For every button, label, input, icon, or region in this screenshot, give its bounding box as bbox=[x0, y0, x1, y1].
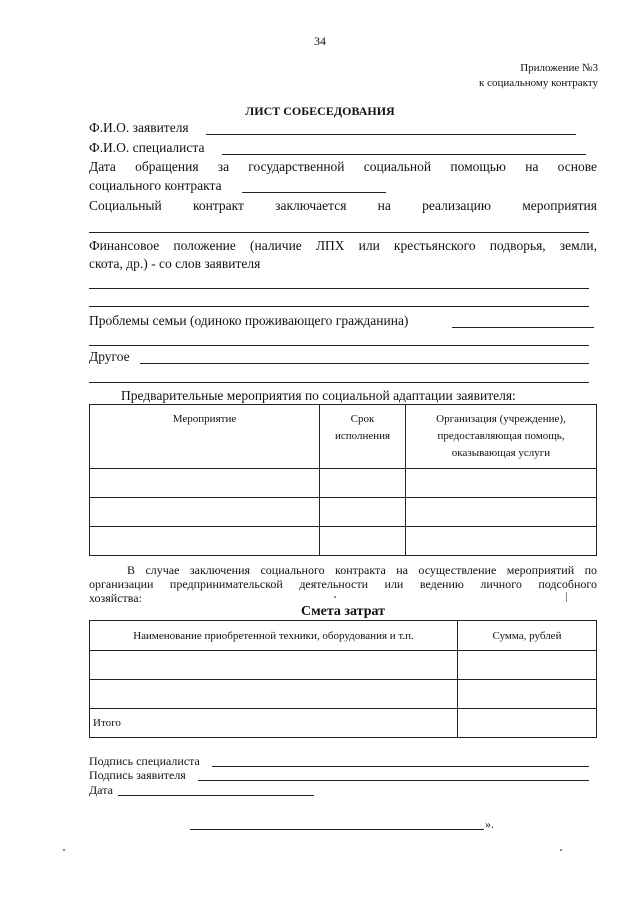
business-note-3: хозяйства: bbox=[89, 591, 142, 605]
scan-speck bbox=[560, 849, 562, 851]
contract-purpose-line[interactable] bbox=[89, 232, 589, 233]
table-cell[interactable] bbox=[406, 469, 597, 498]
contract-purpose-label: Социальный контракт заключается на реализацию мероприятия bbox=[89, 198, 597, 213]
table-row bbox=[90, 469, 597, 498]
other-line-2[interactable] bbox=[89, 382, 589, 383]
cost-total-cell bbox=[90, 709, 458, 738]
business-note-2: организации предпринимательской деятельности или ведению личного подсобного bbox=[89, 577, 597, 591]
table-cell[interactable] bbox=[90, 469, 320, 498]
table-cell[interactable] bbox=[406, 498, 597, 527]
adaptation-col-deadline-label-2: исполнения bbox=[334, 430, 391, 442]
scan-speck bbox=[63, 849, 65, 851]
adaptation-col-activity bbox=[90, 405, 320, 469]
appendix-line-2: к социальному контракту bbox=[479, 77, 598, 89]
request-date-line[interactable] bbox=[242, 192, 386, 193]
family-problems-label: Проблемы семьи (одиноко проживающего гражданина) bbox=[89, 313, 409, 328]
table-row bbox=[90, 498, 597, 527]
adaptation-col-organization-label-3: оказывающая услуги bbox=[451, 447, 551, 459]
family-problems-line-1[interactable] bbox=[452, 327, 594, 328]
table-cell[interactable] bbox=[90, 498, 320, 527]
table-row bbox=[90, 680, 597, 709]
other-label: Другое bbox=[89, 349, 130, 364]
specialist-signature-line[interactable] bbox=[212, 766, 589, 767]
business-note-1: В случае заключения социального контракта на осуществление мероприятий по bbox=[127, 563, 597, 577]
table-cell[interactable] bbox=[320, 469, 406, 498]
adaptation-col-organization-label-2: предоставляющая помощь, bbox=[437, 430, 565, 442]
cost-total-row bbox=[90, 709, 597, 738]
table-cell[interactable] bbox=[90, 680, 458, 709]
applicant-signature-label: Подпись заявителя bbox=[89, 768, 186, 782]
financial-line-2[interactable] bbox=[89, 306, 589, 307]
financial-line-1[interactable] bbox=[89, 288, 589, 289]
cost-col-amount-label: Сумма, рублей bbox=[492, 630, 562, 642]
table-row bbox=[90, 527, 597, 556]
specialist-signature-label: Подпись специалиста bbox=[89, 754, 200, 768]
date-label: Дата bbox=[89, 783, 113, 797]
cost-total-amount[interactable] bbox=[458, 709, 597, 738]
adaptation-col-organization bbox=[406, 405, 597, 469]
cost-col-item-label: Наименование приобретенной техники, оборудования и т.п. bbox=[133, 630, 414, 642]
table-cell[interactable] bbox=[320, 498, 406, 527]
table-cell[interactable] bbox=[458, 680, 597, 709]
date-line[interactable] bbox=[118, 795, 314, 796]
table-cell[interactable] bbox=[458, 651, 597, 680]
applicant-signature-line[interactable] bbox=[198, 780, 589, 781]
page-title: ЛИСТ СОБЕСЕДОВАНИЯ bbox=[245, 104, 395, 118]
closing-line[interactable] bbox=[190, 829, 484, 830]
table-cell[interactable] bbox=[90, 651, 458, 680]
appendix-line-1: Приложение №3 bbox=[520, 62, 598, 74]
other-line-1[interactable] bbox=[140, 363, 589, 364]
table-cell[interactable] bbox=[90, 527, 320, 556]
applicant-name-line[interactable] bbox=[206, 134, 576, 135]
request-date-label-1: Дата обращения за государственной социальной помощью на основе bbox=[89, 159, 597, 174]
cost-table-header-row bbox=[90, 621, 597, 651]
table-cell[interactable] bbox=[406, 527, 597, 556]
cost-table-title: Смета затрат bbox=[300, 604, 386, 619]
cost-col-item bbox=[90, 621, 458, 651]
applicant-name-label: Ф.И.О. заявителя bbox=[89, 120, 189, 135]
adaptation-table bbox=[89, 404, 597, 556]
margin-mark bbox=[566, 592, 567, 602]
cost-col-amount bbox=[458, 621, 597, 651]
adaptation-col-deadline bbox=[320, 405, 406, 469]
adaptation-col-activity-label: Мероприятие bbox=[172, 413, 237, 425]
specialist-name-label: Ф.И.О. специалиста bbox=[89, 140, 205, 155]
adaptation-table-header-row bbox=[90, 405, 597, 469]
table-row bbox=[90, 651, 597, 680]
request-date-label-2: социального контракта bbox=[89, 178, 222, 193]
adaptation-table-caption: Предварительные мероприятия по социальной адаптации заявителя: bbox=[121, 388, 516, 403]
adaptation-col-deadline-label-1: Срок bbox=[350, 413, 375, 425]
scan-speck bbox=[334, 596, 336, 598]
financial-label-1: Финансовое положение (наличие ЛПХ или крестьянского подворья, земли, bbox=[89, 238, 597, 253]
table-cell[interactable] bbox=[320, 527, 406, 556]
closing-quote: ». bbox=[485, 817, 494, 831]
cost-table bbox=[89, 620, 597, 738]
adaptation-col-organization-label-1: Организация (учреждение), bbox=[436, 413, 566, 425]
specialist-name-line[interactable] bbox=[222, 154, 586, 155]
family-problems-line-2[interactable] bbox=[89, 345, 589, 346]
financial-label-2: скота, др.) - со слов заявителя bbox=[89, 256, 261, 271]
page-number: 34 bbox=[314, 34, 326, 48]
cost-total-label: Итого bbox=[93, 716, 121, 729]
